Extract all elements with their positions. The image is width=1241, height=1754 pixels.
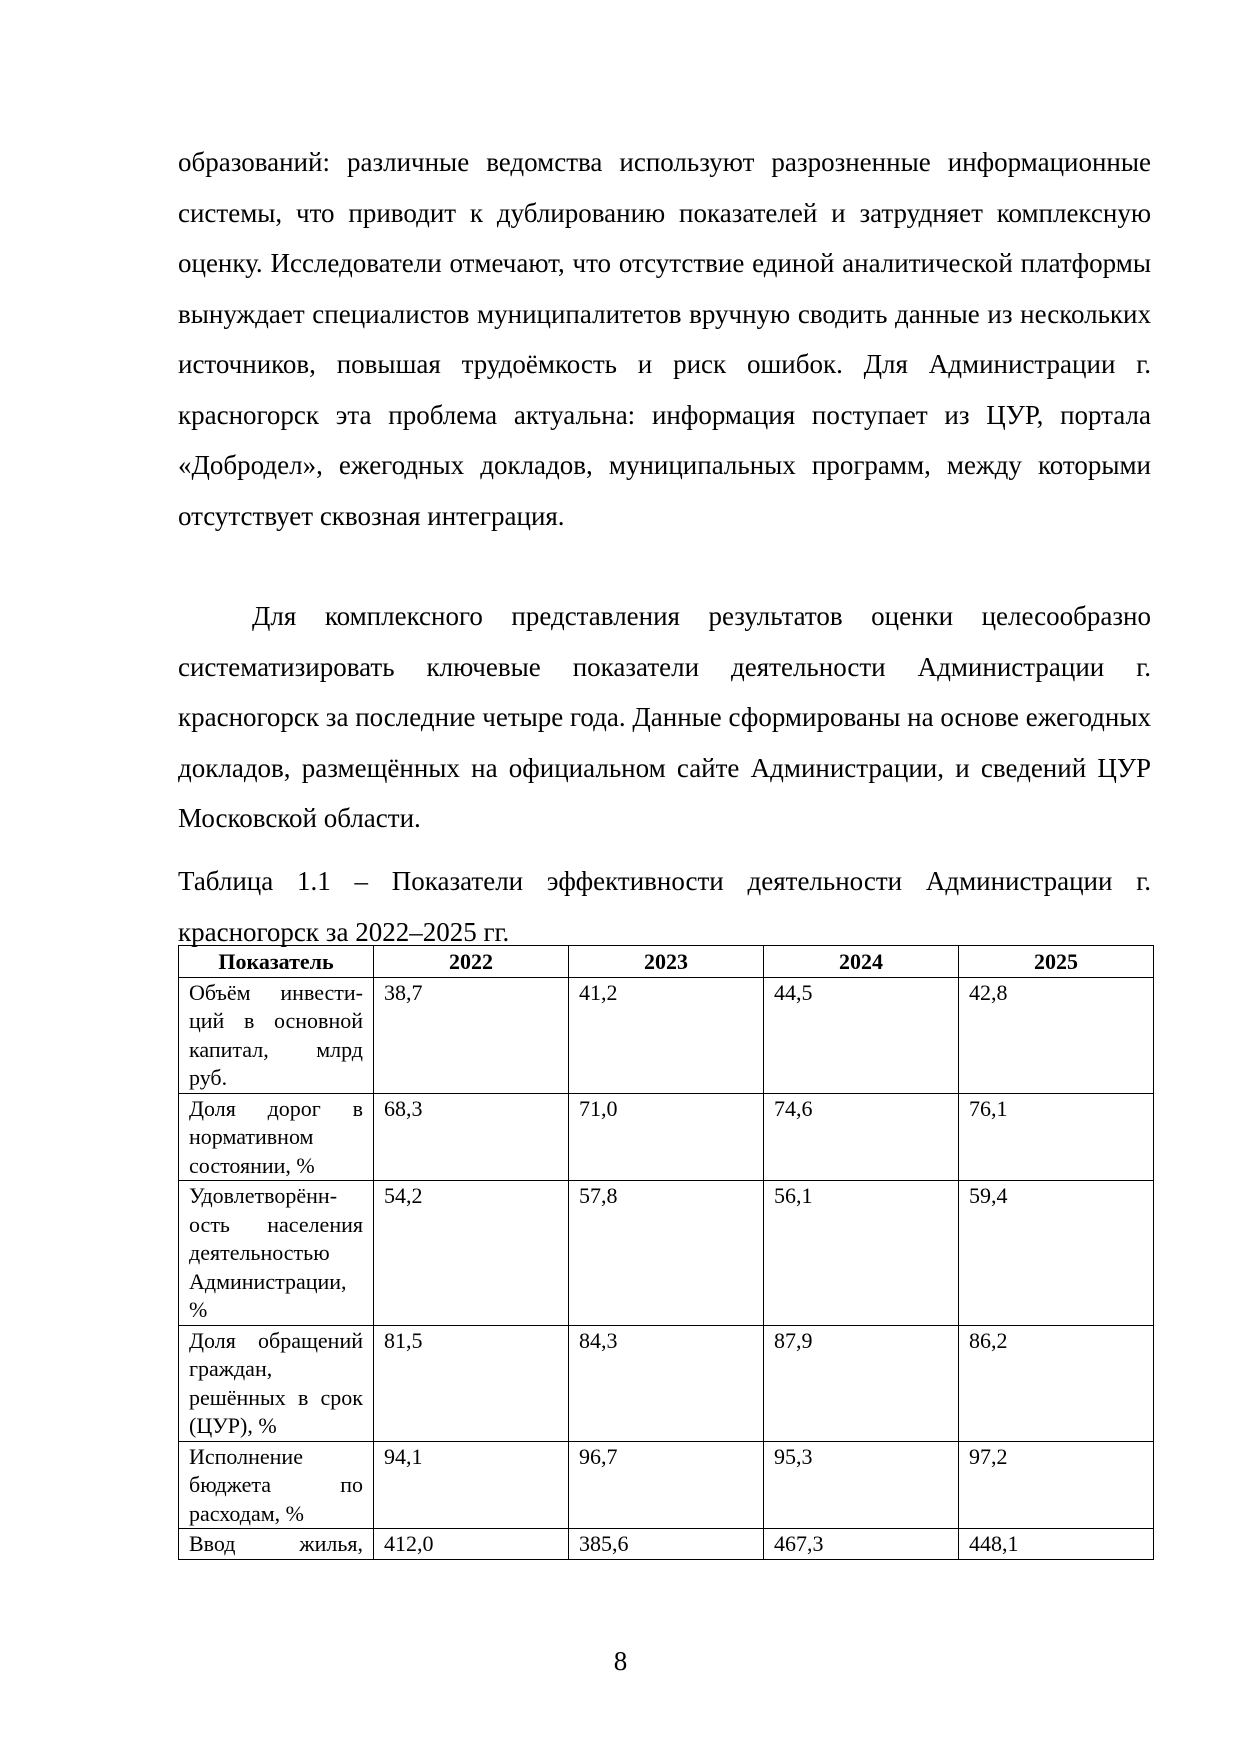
cell-value: 385,6 [569, 1529, 764, 1560]
indicators-table [178, 945, 1154, 1560]
cell-value: 412,0 [374, 1529, 569, 1560]
row-label: Удовлетворённость населения деятельностью Администрации, % [179, 1181, 374, 1326]
body-paragraph-2: Для комплексного представления результатов оценки целесообразно систематизировать ключевые показатели деятельности Администрации г. красногорск за последние четыре года. Данные сформированы на основе ежегодных докладов, размещённых на официальном сайте Администрации, и сведений ЦУР Московской области. [178, 601, 1152, 833]
header-year-2023: 2023 [569, 946, 764, 978]
table-row [179, 1093, 1154, 1181]
cell-value: 96,7 [569, 1441, 764, 1529]
header-year-2022: 2022 [374, 946, 569, 978]
cell-value: 38,7 [374, 977, 569, 1093]
cell-value: 71,0 [569, 1093, 764, 1181]
cell-value: 95,3 [764, 1441, 959, 1529]
cell-value: 54,2 [374, 1181, 569, 1326]
cell-value: 76,1 [959, 1093, 1154, 1181]
page-number: 8 [613, 1646, 628, 1676]
table-row [179, 977, 1154, 1093]
table-row [179, 1529, 1154, 1560]
cell-value: 42,8 [959, 977, 1154, 1093]
table-header-row [179, 946, 1154, 978]
table-caption: Таблица 1.1 – Показатели эффективности деятельности Администрации г. красногорск за 2022–2025 гг. [178, 866, 1151, 947]
row-label: Доля дорог в нормативном состоянии, % [179, 1093, 374, 1181]
cell-value: 74,6 [764, 1093, 959, 1181]
cell-value: 56,1 [764, 1181, 959, 1326]
row-label: Объём инвестиций в основной капитал, млрд руб. [179, 977, 374, 1093]
cell-value: 59,4 [959, 1181, 1154, 1326]
table-row [179, 1441, 1154, 1529]
cell-value: 87,9 [764, 1325, 959, 1441]
cell-value: 97,2 [959, 1441, 1154, 1529]
cell-value: 81,5 [374, 1325, 569, 1441]
body-paragraph-1: образований: различные ведомства используют разрозненные информационные системы, что приводит к дублированию показателей и затрудняет комплексную оценку. Исследователи отмечают, что отсутствие единой аналитической платформы вынуждает специалистов муниципалитетов вручную сводить данные из нескольких источников, повышая трудоёмкость и риск ошибок. Для Администрации г. красногорск эта проблема актуальна: информация поступает из ЦУР, портала «Добродел», ежегодных докладов, муниципальных программ, между которыми отсутствует сквозная интеграция. [178, 147, 1151, 531]
header-indicator: Показатель [179, 946, 374, 978]
table-row [179, 1325, 1154, 1441]
cell-value: 57,8 [569, 1181, 764, 1326]
row-label: Ввод жилья, [179, 1529, 374, 1560]
cell-value: 448,1 [959, 1529, 1154, 1560]
header-year-2024: 2024 [764, 946, 959, 978]
table-row [179, 1181, 1154, 1326]
cell-value: 68,3 [374, 1093, 569, 1181]
cell-value: 44,5 [764, 977, 959, 1093]
cell-value: 94,1 [374, 1441, 569, 1529]
row-label: Исполнение бюджета по расходам, % [179, 1441, 374, 1529]
row-label: Доля обращений граждан, решённых в срок (ЦУР), % [179, 1325, 374, 1441]
cell-value: 84,3 [569, 1325, 764, 1441]
cell-value: 467,3 [764, 1529, 959, 1560]
cell-value: 86,2 [959, 1325, 1154, 1441]
header-year-2025: 2025 [959, 946, 1154, 978]
cell-value: 41,2 [569, 977, 764, 1093]
